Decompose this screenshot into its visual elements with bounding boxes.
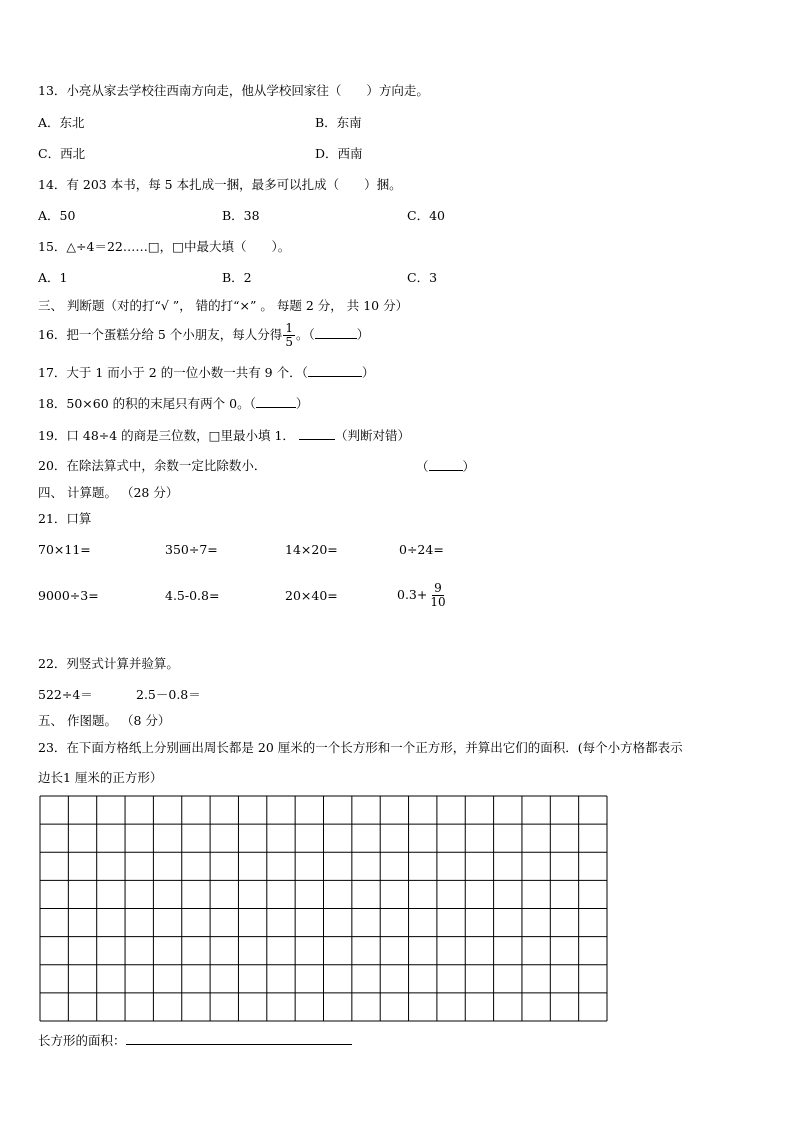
q17-close: ） [361,365,375,380]
q21-item: 0÷24= [399,542,444,557]
q16-fraction-denominator: 5 [285,335,293,349]
q21-fraction-numerator: 9 [434,581,442,595]
rectangle-area-blank[interactable] [126,1032,352,1045]
q21-title: 21．口算 [38,511,92,526]
square-grid-paper[interactable] [39,795,608,1022]
q22-expression-2: 2.5－0.8＝ [136,687,201,702]
rectangle-area-label: 长方形的面积： [38,1033,126,1048]
q17 [38,364,374,381]
q15-option-c: C．3 [407,270,438,285]
q22-expression-1: 522÷4＝ [38,687,93,702]
q21-fraction-denominator: 10 [430,595,446,609]
q21-item: 14×20= [285,542,338,557]
q14-option-a: A．50 [38,208,76,223]
q21-item: 9000÷3= [38,588,99,603]
q16-fraction-numerator: 1 [285,321,293,335]
q18-text: 18．50×60 的积的末尾只有两个 0。（ [38,396,256,411]
q18-close: ） [295,396,309,411]
q16-post: 。（ [295,327,315,342]
q20-close: ） [462,459,476,474]
q14-option-b: B．38 [222,208,260,223]
q18-answer-blank[interactable] [256,395,296,408]
q19 [38,427,410,444]
q17-text: 17．大于 1 而小于 2 的一位小数一共有 9 个．（ [38,365,308,380]
q21-item-fraction [397,574,449,616]
q16 [38,320,369,350]
section-4-heading: 四、 计算题。 （28 分） [38,485,179,500]
q21-item: 20×40= [285,588,338,603]
q19-answer-blank[interactable] [299,427,335,440]
q13-option-c: C．西北 [38,146,86,161]
q22-title: 22．列竖式计算并验算。 [38,656,179,671]
q21-item: 4.5-0.8= [165,588,220,603]
q16-close: ） [356,327,370,342]
q21-item: 350÷7= [165,542,218,557]
q17-answer-blank[interactable] [308,364,362,377]
q13-stem: 13．小亮从家去学校往西南方向走，他从学校回家往（ ）方向走。 [38,83,429,98]
q21-item: 70×11= [38,542,91,557]
q20-answer [416,458,475,475]
q16-answer-blank[interactable] [315,326,357,339]
q13-option-a: A．东北 [38,115,85,130]
q23-line-1: 23．在下面方格纸上分别画出周长都是 20 厘米的一个长方形和一个正方形，并算出它们的面积．(每个小方格都表示 [38,740,683,755]
q15-stem: 15．△÷4＝22……□，□中最大填（ ）。 [38,239,291,254]
rectangle-area [38,1032,352,1049]
q19-text: 19．口 48÷4 的商是三位数，□里最小填 1． [38,428,295,443]
q16-fraction [283,322,295,349]
q13-option-d: D．西南 [315,146,363,161]
q16-text: 16．把一个蛋糕分给 5 个小朋友，每人分得 [38,327,283,342]
q23-line-2: 边长1 厘米的正方形） [38,770,163,785]
q21-fraction [428,582,447,609]
section-5-heading: 五、 作图题。 （8 分） [38,713,171,728]
q13-option-b: B．东南 [315,115,362,130]
q14-option-c: C．40 [407,208,445,223]
q15-option-a: A．1 [38,270,68,285]
q18 [38,395,308,412]
section-3-heading: 三、 判断题（对的打“√ ”， 错的打“×” 。 每题 2 分， 共 10 分） [38,298,409,313]
q15-option-b: B．2 [222,270,252,285]
q14-stem: 14．有 203 本书，每 5 本扎成一捆，最多可以扎成（ ）捆。 [38,177,402,192]
q20-open: （ [416,459,429,474]
q20-text: 20．在除法算式中，余数一定比除数小． [38,458,267,473]
q20-answer-blank[interactable] [429,458,463,471]
q19-post: （判断对错） [334,428,410,443]
q21-last-prefix: 0.3+ [397,587,428,602]
